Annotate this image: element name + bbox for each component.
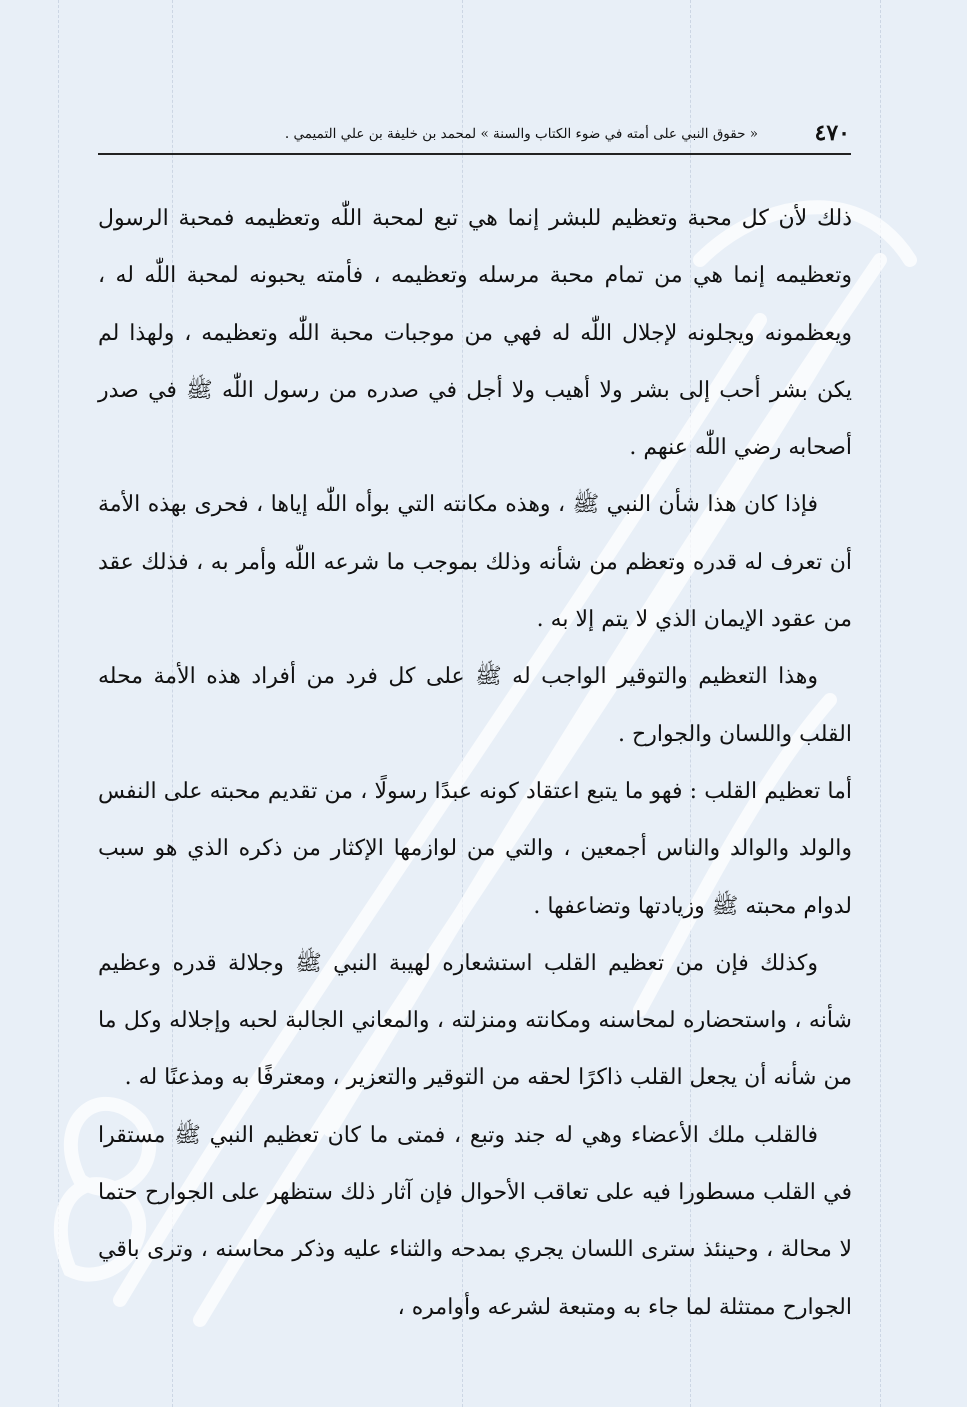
paragraph: فالقلب ملك الأعضاء وهي له جند وتبع ، فمتى ما كان تعظيم النبي ﷺ مستقرا في القلب مسطورا فيه على تعاقب الأحوال فإن آثار ذلك ستظهر على الجوارح حتما لا محالة ، وحينئذ سترى اللسان يجري بمدحه والثناء عليه وذكر محاسنه ، وترى باقي الجوارح ممتثلة لما جاء به ومتبعة لشرعه وأوامره ، [98,1122,853,1320]
column-guide [58,0,59,1407]
paragraph: وكذلك فإن من تعظيم القلب استشعاره لهيبة النبي ﷺ وجلالة قدره وعظيم شأنه ، واستحضاره لمحاسنه ومكانته ومنزلته ، والمعاني الجالبة لحبه وإجلاله وكل ما من شأنه أن يجعل القلب ذاكرًا لحقه من التوقير والتعزير ، ومعترفًا به ومذعنًا له . [98,950,852,1091]
paragraph: فإذا كان هذا شأن النبي ﷺ ، وهذه مكانته التي بوأه اللّٰه إياها ، فحرى بهذه الأمة أن تعرف له قدره وتعظم من شأنه وذلك بموجب ما شرعه اللّٰه وأمر به ، فذلك عقد من عقود الإيمان الذي لا يتم إلا به . [98,492,852,633]
body-text [98,190,852,1320]
paragraph: أما تعظيم القلب : فهو ما يتبع اعتقاد كونه عبدًا رسولًا ، من تقديم محبته على النفس والولد والوالد والناس أجمعين ، والتي من لوازمها الإكثار من ذكره الذي هو سبب لدوام محبته ﷺ وزيادتها وتضاعفها . [98,778,852,919]
running-title: « حقوق النبي على أمته في ضوء الكتاب والسنة » لمحمد بن خليفة بن علي التميمي . [284,126,758,142]
page-number: ٤٧٠ [814,120,850,146]
page-header [100,118,850,154]
paragraph: ذلك لأن كل محبة وتعظيم للبشر إنما هي تبع لمحبة اللّٰه وتعظيمه فمحبة الرسول وتعظيمه إنما هي من تمام محبة مرسله وتعظيمه ، فأمته يحبونه لمحبة اللّٰه له ، ويعظمونه ويجلونه لإجلال اللّٰه له فهي من موجبات محبة اللّٰه وتعظيمه ، ولهذا لم يكن بشر أحب إلى بشر ولا أهيب ولا أجل في صدره من رسول اللّٰه ﷺ في صدر أصحابه رضي اللّٰه عنهم . [98,206,852,461]
paragraph: وهذا التعظيم والتوقير الواجب له ﷺ على كل فرد من أفراد هذه الأمة محله القلب واللسان والجوارح . [98,664,852,747]
header-divider [98,153,851,155]
column-guide [880,0,881,1407]
